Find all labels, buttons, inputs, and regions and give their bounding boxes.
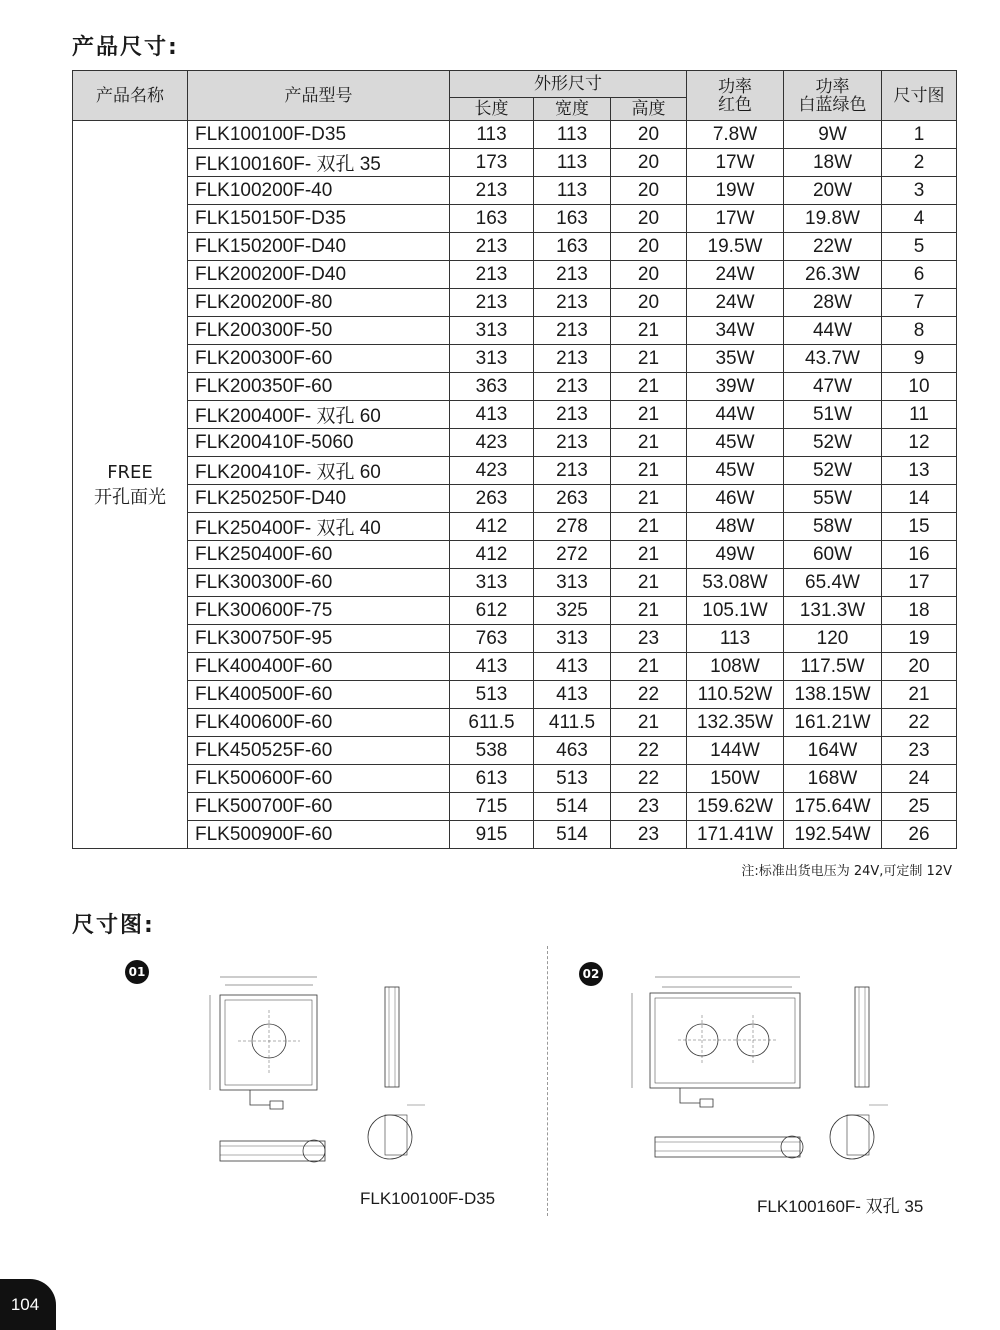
power-other-cell: 28W — [784, 289, 882, 317]
table-row — [73, 597, 957, 625]
width-cell: 213 — [534, 373, 611, 401]
model-cell: FLK300600F-75 — [188, 597, 450, 625]
drawing-no-cell: 23 — [882, 737, 957, 765]
height-cell: 21 — [611, 709, 687, 737]
drawing-no-cell: 9 — [882, 345, 957, 373]
table-row — [73, 625, 957, 653]
model-cell: FLK400600F-60 — [188, 709, 450, 737]
drawing-no-cell: 16 — [882, 541, 957, 569]
section-title-drawings: 尺寸图: — [72, 913, 155, 938]
table-row — [73, 457, 957, 485]
length-cell: 412 — [450, 513, 534, 541]
model-cell: FLK450525F-60 — [188, 737, 450, 765]
height-cell: 20 — [611, 205, 687, 233]
table-row — [73, 177, 957, 205]
table-row — [73, 709, 957, 737]
page-number: 104 — [10, 1294, 40, 1314]
drawing-no-cell: 5 — [882, 233, 957, 261]
power-other-cell: 161.21W — [784, 709, 882, 737]
table-row — [73, 373, 957, 401]
side-view — [855, 987, 869, 1087]
model-cell: FLK200300F-60 — [188, 345, 450, 373]
height-cell: 20 — [611, 289, 687, 317]
power-other-cell: 19.8W — [784, 205, 882, 233]
height-cell: 21 — [611, 541, 687, 569]
drawing-no-cell: 25 — [882, 793, 957, 821]
width-cell: 313 — [534, 625, 611, 653]
header-width: 宽度 — [534, 98, 611, 121]
table-row — [73, 569, 957, 597]
length-cell: 213 — [450, 233, 534, 261]
model-cell: FLK150200F-D40 — [188, 233, 450, 261]
table-row — [73, 429, 957, 457]
voltage-note: 注:标准出货电压为 24V,可定制 12V — [741, 864, 952, 879]
power-other-cell: 60W — [784, 541, 882, 569]
power-other-cell: 20W — [784, 177, 882, 205]
width-cell: 213 — [534, 289, 611, 317]
model-cell: FLK100100F-D35 — [188, 121, 450, 149]
width-cell: 272 — [534, 541, 611, 569]
power-red-cell: 39W — [687, 373, 784, 401]
drawing-no-cell: 4 — [882, 205, 957, 233]
drawing-badge-1: 01 — [125, 960, 149, 984]
power-red-cell: 159.62W — [687, 793, 784, 821]
drawing-no-cell: 3 — [882, 177, 957, 205]
drawing-no-cell: 15 — [882, 513, 957, 541]
table-row — [73, 485, 957, 513]
table-row — [73, 765, 957, 793]
section-title-product-dimensions: 产品尺寸: — [72, 35, 179, 60]
header-power-white-blue-green — [784, 71, 882, 121]
power-red-cell: 46W — [687, 485, 784, 513]
power-red-cell: 19W — [687, 177, 784, 205]
height-cell: 21 — [611, 597, 687, 625]
drawing-no-cell: 19 — [882, 625, 957, 653]
length-cell: 313 — [450, 317, 534, 345]
model-cell: FLK300300F-60 — [188, 569, 450, 597]
detail-view — [368, 1105, 425, 1159]
table-row — [73, 541, 957, 569]
model-cell: FLK200400F- 双孔 60 — [188, 401, 450, 429]
model-cell: FLK500600F-60 — [188, 765, 450, 793]
power-other-cell: 65.4W — [784, 569, 882, 597]
power-red-cell: 34W — [687, 317, 784, 345]
drawing-no-cell: 11 — [882, 401, 957, 429]
width-cell: 163 — [534, 233, 611, 261]
drawing-no-cell: 8 — [882, 317, 957, 345]
power-other-cell: 52W — [784, 457, 882, 485]
dimension-drawing-1 — [195, 965, 450, 1180]
width-cell: 325 — [534, 597, 611, 625]
power-red-cell: 171.41W — [687, 821, 784, 849]
power-red-cell: 49W — [687, 541, 784, 569]
length-cell: 423 — [450, 429, 534, 457]
width-cell: 413 — [534, 681, 611, 709]
power-other-cell: 9W — [784, 121, 882, 149]
length-cell: 113 — [450, 121, 534, 149]
power-other-cell: 138.15W — [784, 681, 882, 709]
front-view — [632, 977, 800, 1107]
length-cell: 213 — [450, 177, 534, 205]
power-other-cell: 58W — [784, 513, 882, 541]
length-cell: 513 — [450, 681, 534, 709]
width-cell: 113 — [534, 149, 611, 177]
height-cell: 21 — [611, 429, 687, 457]
header-outer-dimensions: 外形尺寸 — [450, 71, 687, 98]
drawing-no-cell: 10 — [882, 373, 957, 401]
power-other-cell: 26.3W — [784, 261, 882, 289]
width-cell: 163 — [534, 205, 611, 233]
height-cell: 21 — [611, 373, 687, 401]
table-row — [73, 317, 957, 345]
table-row — [73, 345, 957, 373]
header-drawing-number: 尺寸图 — [882, 71, 957, 121]
side-view — [385, 987, 399, 1087]
drawing-no-cell: 7 — [882, 289, 957, 317]
length-cell: 363 — [450, 373, 534, 401]
product-name-line2: 开孔面光 — [94, 486, 166, 508]
power-other-cell: 51W — [784, 401, 882, 429]
length-cell: 611.5 — [450, 709, 534, 737]
table-row — [73, 793, 957, 821]
length-cell: 173 — [450, 149, 534, 177]
table-row — [73, 401, 957, 429]
power-other-cell: 43.7W — [784, 345, 882, 373]
height-cell: 21 — [611, 513, 687, 541]
drawing-no-cell: 21 — [882, 681, 957, 709]
height-cell: 23 — [611, 821, 687, 849]
width-cell: 213 — [534, 345, 611, 373]
model-cell: FLK200410F-5060 — [188, 429, 450, 457]
power-other-cell: 120 — [784, 625, 882, 653]
length-cell: 163 — [450, 205, 534, 233]
power-red-cell: 17W — [687, 149, 784, 177]
drawing-no-cell: 6 — [882, 261, 957, 289]
width-cell: 113 — [534, 121, 611, 149]
table-row — [73, 653, 957, 681]
front-view — [210, 977, 317, 1109]
width-cell: 213 — [534, 457, 611, 485]
power-red-cell: 110.52W — [687, 681, 784, 709]
table-row — [73, 233, 957, 261]
width-cell: 213 — [534, 261, 611, 289]
model-cell: FLK500700F-60 — [188, 793, 450, 821]
height-cell: 21 — [611, 569, 687, 597]
drawing-no-cell: 20 — [882, 653, 957, 681]
model-cell: FLK200200F-D40 — [188, 261, 450, 289]
model-cell: FLK400400F-60 — [188, 653, 450, 681]
power-red-cell: 17W — [687, 205, 784, 233]
table-body — [73, 121, 957, 849]
length-cell: 413 — [450, 401, 534, 429]
length-cell: 412 — [450, 541, 534, 569]
power-red-cell: 132.35W — [687, 709, 784, 737]
drawing-caption-2: FLK100160F- 双孔 35 — [757, 1197, 924, 1216]
power-other-cell: 22W — [784, 233, 882, 261]
width-cell: 463 — [534, 737, 611, 765]
model-cell: FLK300750F-95 — [188, 625, 450, 653]
width-cell: 413 — [534, 653, 611, 681]
power-red-cell: 44W — [687, 401, 784, 429]
model-cell: FLK150150F-D35 — [188, 205, 450, 233]
height-cell: 22 — [611, 737, 687, 765]
power-red-cell: 108W — [687, 653, 784, 681]
header-power-red-line1: 功率 — [718, 76, 752, 97]
power-other-cell: 117.5W — [784, 653, 882, 681]
width-cell: 113 — [534, 177, 611, 205]
height-cell: 21 — [611, 485, 687, 513]
length-cell: 313 — [450, 345, 534, 373]
height-cell: 22 — [611, 765, 687, 793]
height-cell: 21 — [611, 401, 687, 429]
width-cell: 513 — [534, 765, 611, 793]
drawing-caption-1: FLK100100F-D35 — [360, 1189, 496, 1208]
bottom-view — [220, 1140, 325, 1162]
drawing-no-cell: 1 — [882, 121, 957, 149]
table-row — [73, 121, 957, 149]
drawing-no-cell: 18 — [882, 597, 957, 625]
length-cell: 763 — [450, 625, 534, 653]
power-red-cell: 48W — [687, 513, 784, 541]
power-red-cell: 113 — [687, 625, 784, 653]
drawing-no-cell: 22 — [882, 709, 957, 737]
header-power-red — [687, 71, 784, 121]
model-cell: FLK200350F-60 — [188, 373, 450, 401]
width-cell: 213 — [534, 317, 611, 345]
header-power-red-line2: 红色 — [718, 94, 752, 115]
width-cell: 411.5 — [534, 709, 611, 737]
drawing-no-cell: 26 — [882, 821, 957, 849]
drawing-badge-2: 02 — [579, 962, 603, 986]
length-cell: 613 — [450, 765, 534, 793]
width-cell: 313 — [534, 569, 611, 597]
table-row — [73, 821, 957, 849]
drawing-no-cell: 14 — [882, 485, 957, 513]
length-cell: 915 — [450, 821, 534, 849]
table-row — [73, 205, 957, 233]
page-number-tab — [0, 1279, 56, 1330]
model-cell: FLK200410F- 双孔 60 — [188, 457, 450, 485]
table-row — [73, 681, 957, 709]
power-other-cell: 192.54W — [784, 821, 882, 849]
power-other-cell: 168W — [784, 765, 882, 793]
model-cell: FLK400500F-60 — [188, 681, 450, 709]
length-cell: 612 — [450, 597, 534, 625]
header-power-other-line1: 功率 — [815, 76, 850, 97]
drawing-no-cell: 24 — [882, 765, 957, 793]
model-cell: FLK200200F-80 — [188, 289, 450, 317]
bottom-view — [655, 1136, 803, 1158]
power-other-cell: 175.64W — [784, 793, 882, 821]
height-cell: 20 — [611, 121, 687, 149]
power-red-cell: 45W — [687, 429, 784, 457]
table-row — [73, 513, 957, 541]
height-cell: 20 — [611, 233, 687, 261]
power-other-cell: 131.3W — [784, 597, 882, 625]
drawing-no-cell: 2 — [882, 149, 957, 177]
header-power-other-line2: 白蓝绿色 — [798, 94, 867, 115]
height-cell: 20 — [611, 149, 687, 177]
height-cell: 23 — [611, 625, 687, 653]
product-dimension-table — [72, 70, 957, 849]
power-red-cell: 45W — [687, 457, 784, 485]
power-red-cell: 24W — [687, 261, 784, 289]
length-cell: 538 — [450, 737, 534, 765]
width-cell: 213 — [534, 429, 611, 457]
model-cell: FLK100160F- 双孔 35 — [188, 149, 450, 177]
model-cell: FLK200300F-50 — [188, 317, 450, 345]
power-red-cell: 19.5W — [687, 233, 784, 261]
power-red-cell: 7.8W — [687, 121, 784, 149]
power-other-cell: 52W — [784, 429, 882, 457]
power-other-cell: 47W — [784, 373, 882, 401]
power-other-cell: 44W — [784, 317, 882, 345]
drawing-divider — [547, 946, 548, 1216]
width-cell: 278 — [534, 513, 611, 541]
height-cell: 23 — [611, 793, 687, 821]
height-cell: 21 — [611, 317, 687, 345]
power-red-cell: 24W — [687, 289, 784, 317]
dimension-drawing-2 — [620, 965, 895, 1170]
power-red-cell: 150W — [687, 765, 784, 793]
header-length: 长度 — [450, 98, 534, 121]
length-cell: 213 — [450, 261, 534, 289]
power-other-cell: 164W — [784, 737, 882, 765]
width-cell: 514 — [534, 793, 611, 821]
drawing-no-cell: 17 — [882, 569, 957, 597]
power-red-cell: 53.08W — [687, 569, 784, 597]
length-cell: 213 — [450, 289, 534, 317]
power-other-cell: 18W — [784, 149, 882, 177]
length-cell: 413 — [450, 653, 534, 681]
power-red-cell: 105.1W — [687, 597, 784, 625]
height-cell: 21 — [611, 457, 687, 485]
power-other-cell: 55W — [784, 485, 882, 513]
drawing-no-cell: 13 — [882, 457, 957, 485]
model-cell: FLK250250F-D40 — [188, 485, 450, 513]
width-cell: 263 — [534, 485, 611, 513]
power-red-cell: 144W — [687, 737, 784, 765]
header-height: 高度 — [611, 98, 687, 121]
drawing-no-cell: 12 — [882, 429, 957, 457]
power-red-cell: 35W — [687, 345, 784, 373]
length-cell: 263 — [450, 485, 534, 513]
width-cell: 213 — [534, 401, 611, 429]
height-cell: 22 — [611, 681, 687, 709]
table-row — [73, 261, 957, 289]
model-cell: FLK250400F- 双孔 40 — [188, 513, 450, 541]
product-name-cell — [73, 121, 188, 849]
height-cell: 21 — [611, 653, 687, 681]
model-cell: FLK500900F-60 — [188, 821, 450, 849]
length-cell: 715 — [450, 793, 534, 821]
model-cell: FLK100200F-40 — [188, 177, 450, 205]
table-row — [73, 737, 957, 765]
detail-view — [830, 1105, 888, 1159]
length-cell: 423 — [450, 457, 534, 485]
height-cell: 20 — [611, 261, 687, 289]
model-cell: FLK250400F-60 — [188, 541, 450, 569]
header-model: 产品型号 — [188, 71, 450, 121]
height-cell: 21 — [611, 345, 687, 373]
table-row — [73, 289, 957, 317]
height-cell: 20 — [611, 177, 687, 205]
width-cell: 514 — [534, 821, 611, 849]
length-cell: 313 — [450, 569, 534, 597]
table-row — [73, 149, 957, 177]
header-product-name: 产品名称 — [73, 71, 188, 121]
product-name-line1: FREE — [107, 461, 153, 483]
